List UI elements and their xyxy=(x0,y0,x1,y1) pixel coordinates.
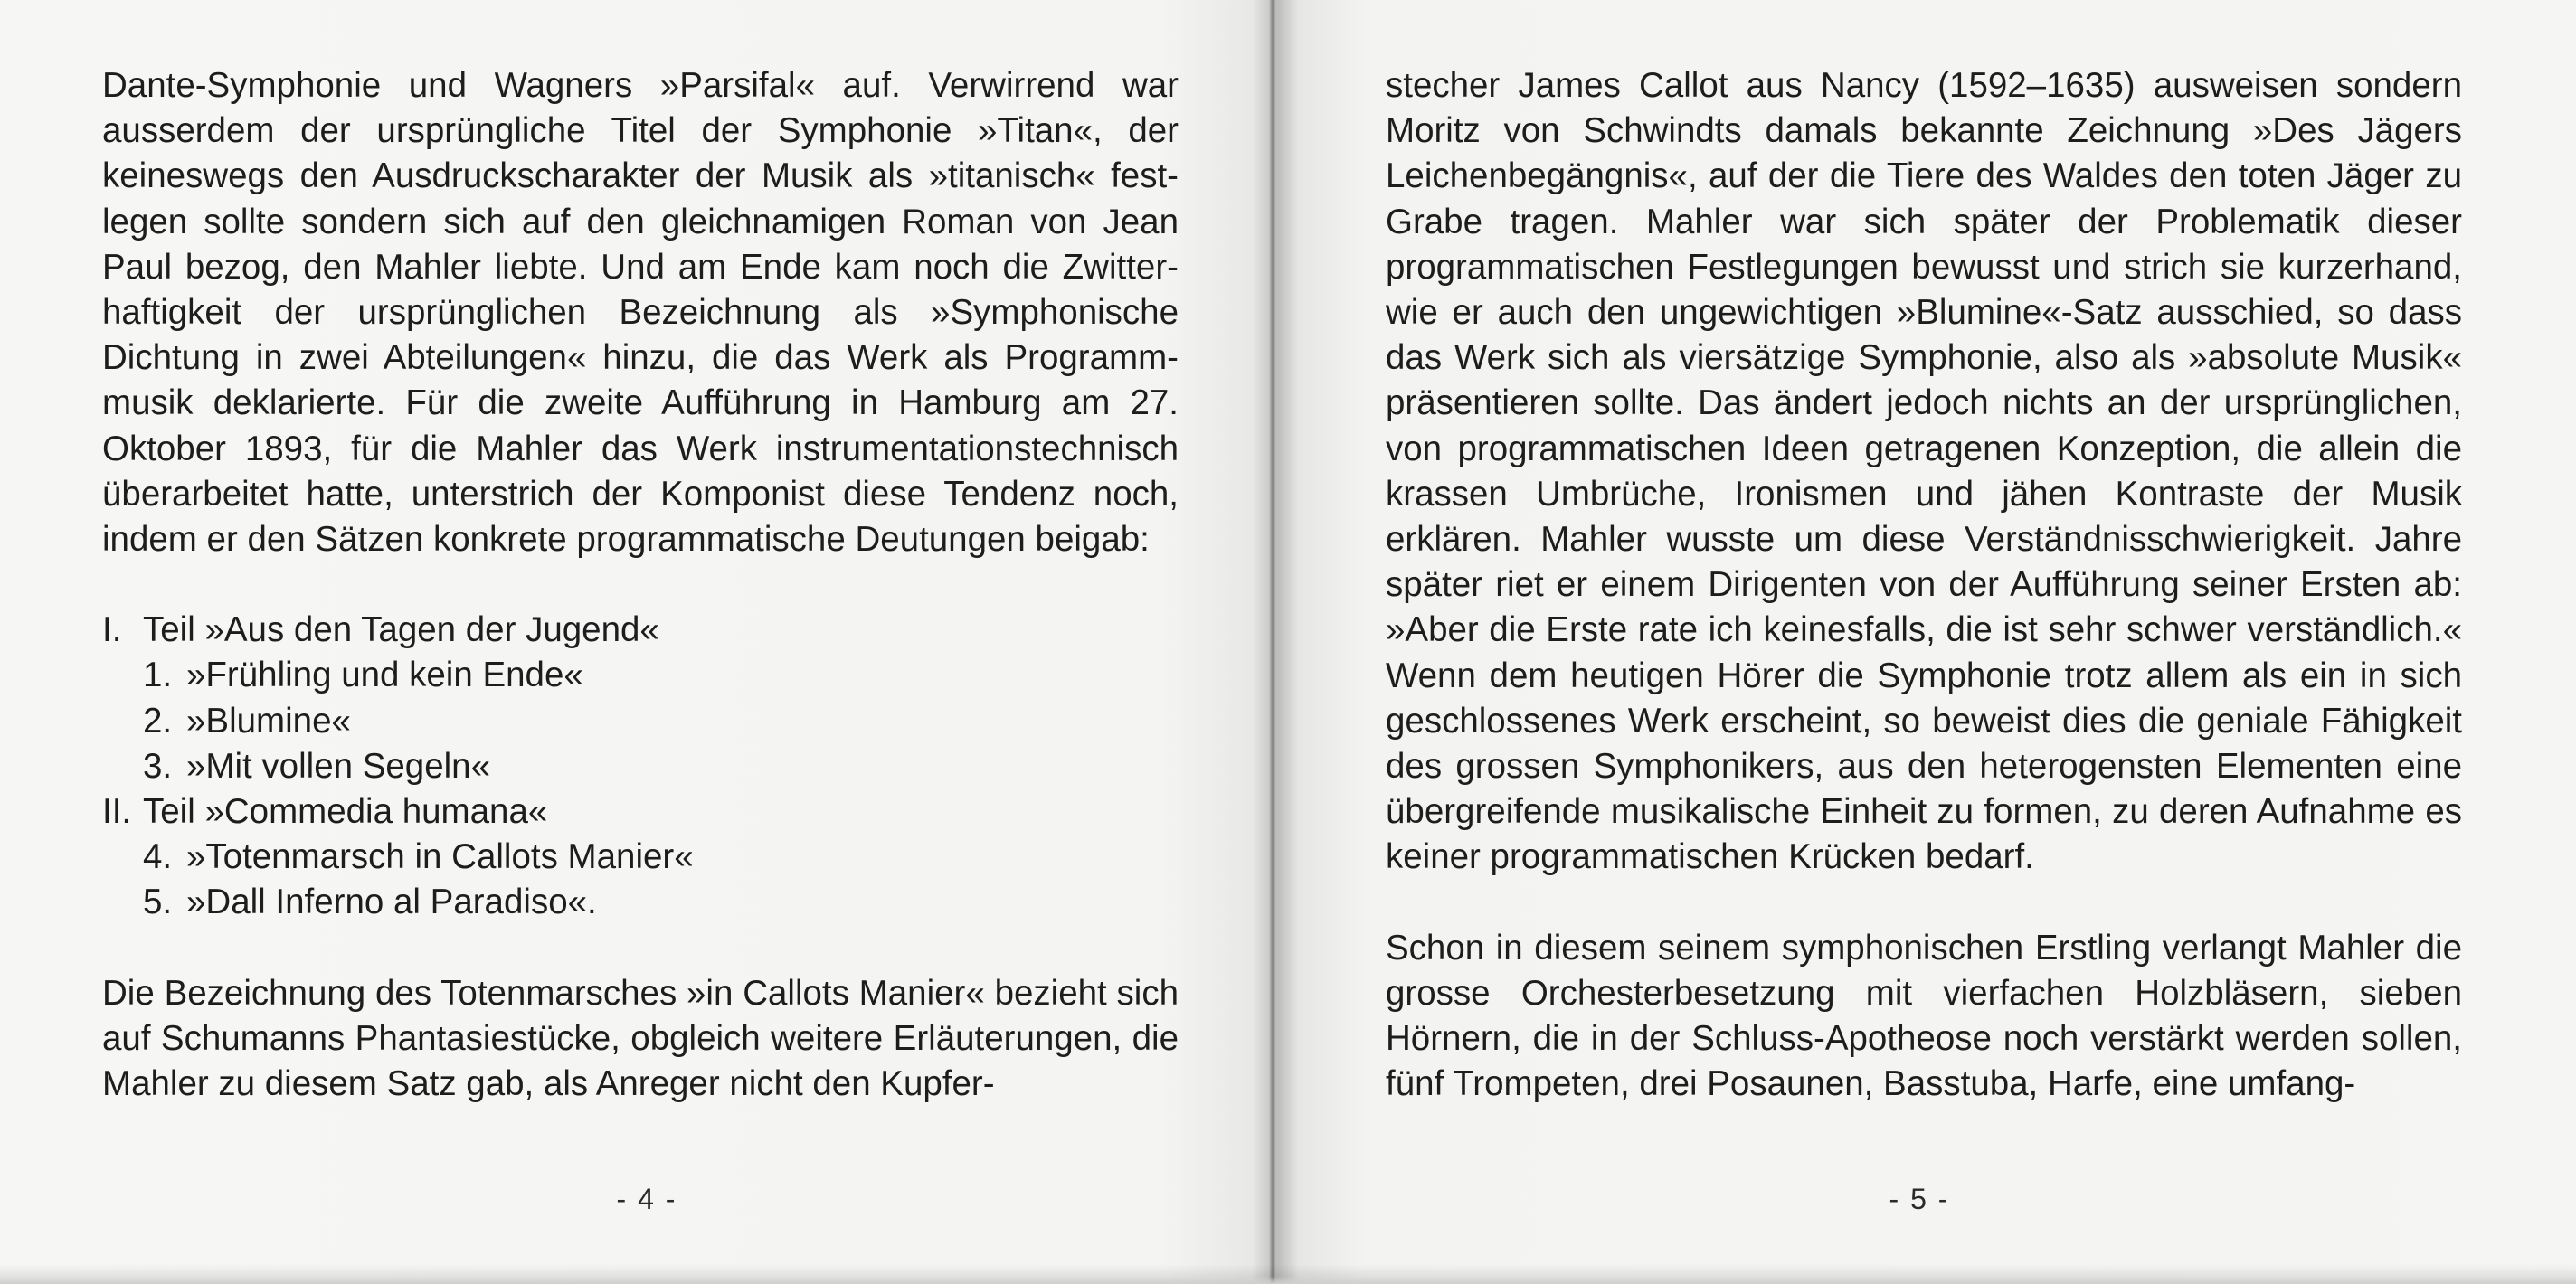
left-paragraph-2: Die Bezeichnung des Totenmarsches »in Callots Manier« bezieht sich auf Schumanns Phantasiestücke, obgleich weitere Erläuterungen, die Mahler zu diesem Satz gab, als Anreger nicht den Kupfer- xyxy=(102,973,1179,1104)
right-paragraph-2: Schon in diesem seinem symphonischen Erstling verlangt Mahler die grosse Orchesterbesetzung mit vierfachen Holzbläsern, sieben Hörnern, die in der Schluss-Apotheose noch verstärkt werden sollen, fünf Trompeten, drei Posaunen, Basstuba, Harfe, eine umfang- xyxy=(1386,928,2462,1104)
movement-5-number: 5. xyxy=(143,883,173,922)
page-number-left: - 4 - xyxy=(616,1183,677,1215)
movement-2-title: »Blumine« xyxy=(186,701,351,741)
left-page-text xyxy=(102,63,1179,1107)
movement-4-number: 4. xyxy=(143,837,173,877)
part-1 xyxy=(102,608,1179,653)
movement-5 xyxy=(102,880,1179,925)
movement-list xyxy=(102,608,1179,925)
page-number-right: - 5 - xyxy=(1889,1183,1950,1215)
movement-1 xyxy=(102,653,1179,698)
movement-1-number: 1. xyxy=(143,656,173,695)
part-1-title: Teil »Aus den Tagen der Jugend« xyxy=(143,610,659,650)
movement-2-number: 2. xyxy=(143,701,173,741)
movement-4-title: »Totenmarsch in Callots Manier« xyxy=(186,837,694,877)
movement-3-title: »Mit vollen Segeln« xyxy=(186,746,491,786)
movement-3-number: 3. xyxy=(143,746,173,786)
part-1-number: I. xyxy=(102,610,122,650)
page-bottom-edge xyxy=(0,1264,2576,1284)
right-page-text xyxy=(1386,63,2462,1107)
book-gutter xyxy=(1269,0,1276,1284)
movement-3 xyxy=(102,744,1179,789)
part-2-number: II. xyxy=(102,792,132,832)
part-2-title: Teil »Commedia humana« xyxy=(143,792,548,832)
movement-2 xyxy=(102,699,1179,744)
right-paragraph-1: stecher James Callot aus Nancy (1592–1635) ausweisen sondern Moritz von Schwindts damals bekannte Zeichnung »Des Jägers Leichenbegängnis«, auf der die Tiere des Waldes den toten Jäger zu Grabe tragen. Mahler war sich später der Problematik dieser programmatischen Festlegungen bewusst und strich sie kurzerhand, wie er auch den ungewichtigen »Blumine«-Satz ausschied, so dass das Werk sich als viersätzige Symphonie, also als »absolute Musik« präsentieren sollte. Das ändert jedoch nichts an der ursprünglichen, von programmatischen Ideen getragenen Konzeption, die allein die krassen Umbrüche, Ironismen und jähen Kontraste der Musik erklären. Mahler wusste um diese Verständnisschwierigkeit. Jahre später riet er einem Dirigenten von der Aufführung seiner Ersten ab: »Aber die Erste rate ich keinesfalls, die ist sehr schwer verständlich.« Wenn dem heutigen Hörer die Symphonie trotz allem als ein in sich geschlossenes Werk erscheint, so beweist dies die geniale Fähigkeit des grossen Symphonikers, aus den heterogensten Elementen eine übergreifende musikalische Einheit zu formen, zu deren Aufnahme es keiner programmatischen Krücken bedarf. xyxy=(1386,66,2462,877)
movement-5-title: »Dall Inferno al Paradiso«. xyxy=(186,883,597,922)
movement-4 xyxy=(102,835,1179,880)
left-paragraph-1: Dante-Symphonie und Wagners »Parsifal« auf. Verwirrend war ausserdem der ursprüngliche Titel der Symphonie »Titan«, der keineswegs den Ausdruckscharakter der Musik als »titanisch« festlegen sollte sondern sich auf den gleichnamigen Roman von Jean Paul bezog, den Mahler liebte. Und am Ende kam noch die Zwitterhaftigkeit der ursprünglichen Bezeichnung als »Symphonische Dichtung in zwei Abteilungen« hinzu, die das Werk als Programmmusik deklarierte. Für die zweite Aufführung in Hamburg am 27. Oktober 1893, für die Mahler das Werk instrumentationstechnisch überarbeitet hatte, unterstrich der Komponist diese Tendenz noch, indem er den Sätzen konkrete programmatische Deutungen beigab: xyxy=(102,66,1179,560)
part-2 xyxy=(102,789,1179,835)
movement-1-title: »Frühling und kein Ende« xyxy=(186,656,583,695)
